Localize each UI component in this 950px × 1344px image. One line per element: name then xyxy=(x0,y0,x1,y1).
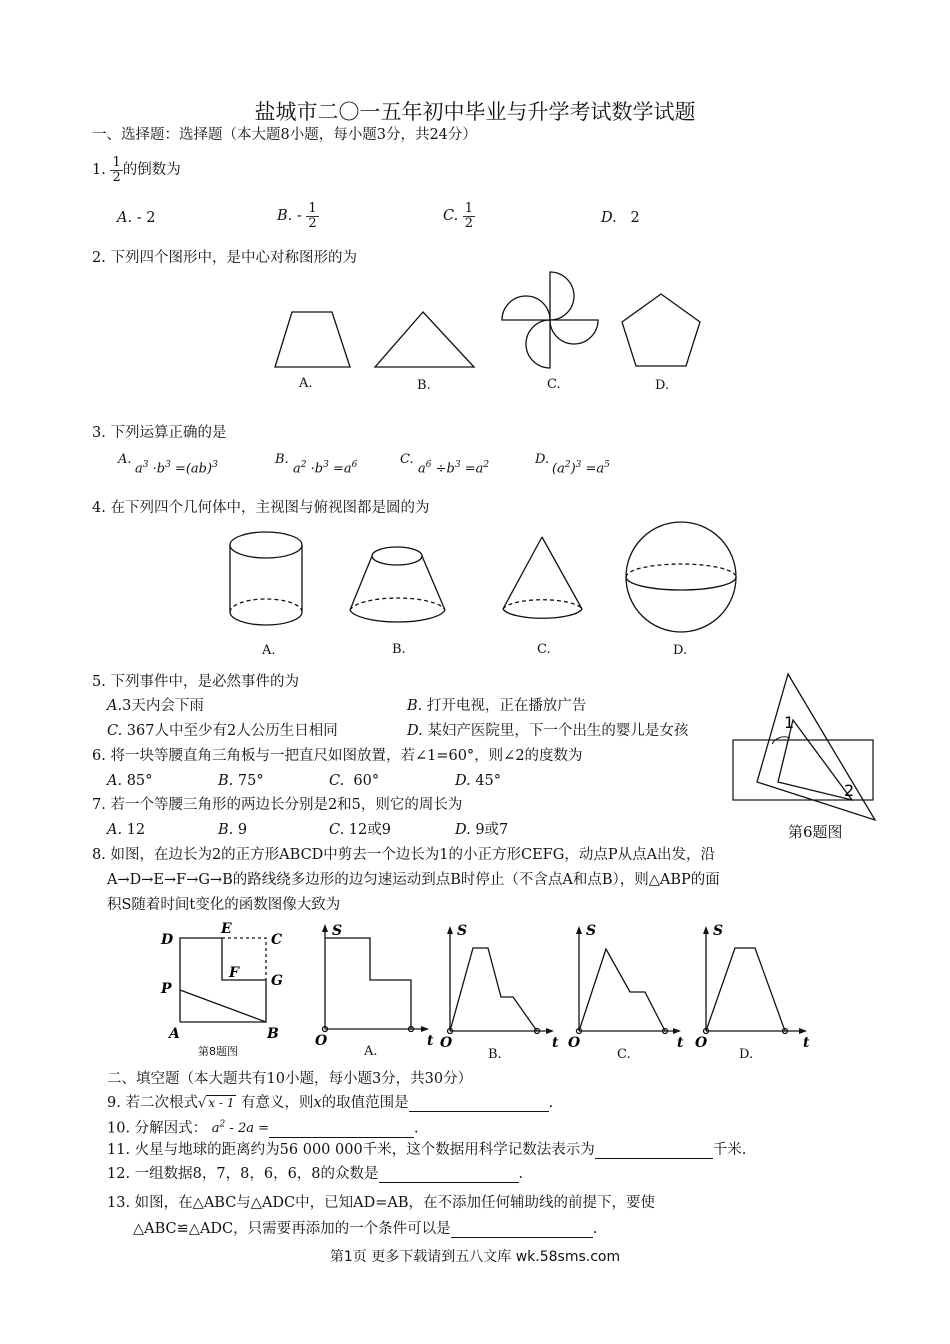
page-title: 盐城市二〇一五年初中毕业与升学考试数学试题 xyxy=(254,100,696,124)
q1-option-a: A. - 2 xyxy=(117,210,156,226)
question-4: 4. 在下列四个几何体中，主视图与俯视图都是圆的为 xyxy=(92,500,430,516)
cylinder-shape xyxy=(230,532,302,625)
q3-expr-c: $a^6 \div b^3 =a^2$ xyxy=(418,460,490,477)
point-g-label: G xyxy=(271,973,283,989)
sphere-shape xyxy=(626,522,736,632)
q2-label-d: D. xyxy=(655,378,670,393)
q1-option-d: D. 2 xyxy=(601,210,640,226)
point-p-label: P xyxy=(161,981,172,997)
q3-expr-d: $(a^2)^3 =a^5$ xyxy=(552,460,610,477)
graph-d-origin: O xyxy=(695,1035,708,1051)
graph-d-axis-s: S xyxy=(713,923,724,939)
question-3: 3. 下列运算正确的是 xyxy=(92,425,227,441)
point-a-label: A xyxy=(169,1026,180,1042)
question-5: 5. 下列事件中，是必然事件的为 xyxy=(92,674,299,690)
q4-label-c: C. xyxy=(537,642,551,657)
graph-a-origin: O xyxy=(315,1033,328,1049)
q6-option-c: C. 60° xyxy=(329,773,380,789)
graph-b-axis-s: S xyxy=(457,923,468,939)
graph-b-origin: O xyxy=(440,1035,453,1051)
q2-label-b: B. xyxy=(417,378,431,393)
graph-c-origin: O xyxy=(568,1035,581,1051)
question-13-line-1: 13. 如图，在△ABC与△ADC中，已知AD=AB，在不添加任何辅助线的前提下，要使 xyxy=(107,1195,656,1211)
q4-label-b: B. xyxy=(392,642,406,657)
question-9: 9. 若二次根式√ x - 1 有意义，则x的取值范围是 . xyxy=(107,1095,554,1111)
graph-b-axis-t: t xyxy=(552,1035,559,1051)
graph-c-axis-s: S xyxy=(586,923,597,939)
graph-d-axis-t: t xyxy=(803,1035,810,1051)
q2-figures xyxy=(255,270,695,380)
page-footer: 第1页 更多下载请到五八文库 wk.58sms.com xyxy=(329,1249,621,1265)
q4-solids xyxy=(225,522,745,662)
question-8-line-3: 积S随着时间t变化的函数图像大致为 xyxy=(107,897,341,913)
q3-expr-b: $a^2 \cdot b^3 =a^6$ xyxy=(293,460,358,477)
graph-b xyxy=(448,932,549,1034)
q2-label-a: A. xyxy=(299,376,313,391)
q7-option-a: A. 12 xyxy=(107,822,146,838)
graph-d xyxy=(704,932,802,1034)
point-f-label: F xyxy=(229,965,239,981)
q6-figure xyxy=(732,672,882,827)
q6-option-b: B. 75° xyxy=(218,773,264,789)
triangle-shape xyxy=(375,312,474,367)
q3-option-b: B. xyxy=(275,452,289,467)
q8-fig-caption: 第8题图 xyxy=(198,1045,238,1058)
q1-option-b: B. - $\frac{1}{2}$ xyxy=(277,201,317,231)
question-11: 11. 火星与地球的距离约为56 000 000千米，这个数据用科学记数法表示为 千米. xyxy=(107,1142,747,1158)
pinwheel-shape xyxy=(502,272,598,368)
q5-option-b: B. 打开电视，正在播放广告 xyxy=(407,698,587,714)
point-e-label: E xyxy=(221,921,232,937)
q6-option-d: D. 45° xyxy=(455,773,502,789)
q3-option-a: A. xyxy=(118,452,132,467)
point-c-label: C xyxy=(271,932,283,948)
question-12: 12. 一组数据8，7，8，6，6，8的众数是 . xyxy=(107,1166,524,1182)
angle-1-label: 1 xyxy=(784,713,795,732)
q8-figures xyxy=(155,920,815,1065)
point-b-label: B xyxy=(267,1026,279,1042)
fraction-one-half: $\frac{1}{2}$ xyxy=(112,155,121,185)
square-figure xyxy=(180,938,266,1022)
q8-label-b: B. xyxy=(488,1047,502,1062)
q5-option-d: D. 某妇产医院里，下一个出生的婴儿是女孩 xyxy=(407,723,689,739)
frustum-shape xyxy=(350,547,445,622)
question-10: 10. 分解因式： $a^2 - 2a$ = . xyxy=(107,1120,419,1137)
q3-option-c: C. xyxy=(400,452,414,467)
question-1: 1. $\frac{1}{2}$ 的倒数为 xyxy=(92,155,181,185)
graph-a xyxy=(323,930,424,1032)
graph-c-axis-t: t xyxy=(677,1035,684,1051)
question-7: 7. 若一个等腰三角形的两边长分别是2和5，则它的周长为 xyxy=(92,797,463,813)
point-d-label: D xyxy=(161,932,174,948)
question-8-line-1: 8. 如图，在边长为2的正方形ABCD中剪去一个边长为1的小正方形CEFG，动点P从点A出发，沿 xyxy=(92,847,716,863)
q1-option-c: C. $\frac{1}{2}$ xyxy=(443,201,474,231)
trapezoid-shape xyxy=(275,312,350,367)
graph-a-axis-t: t xyxy=(427,1033,434,1049)
graph-c xyxy=(577,932,676,1034)
triangle-inner xyxy=(778,720,855,800)
question-13-line-2: △ABC≌△ADC，只需要再添加的一个条件可以是 . xyxy=(133,1221,598,1237)
q5-option-a: A.3天内会下雨 xyxy=(107,698,204,714)
question-6: 6. 将一块等腰直角三角板与一把直尺如图放置，若∠1=60°，则∠2的度数为 xyxy=(92,748,583,764)
q8-label-c: C. xyxy=(617,1047,631,1062)
q4-label-a: A. xyxy=(262,643,276,658)
section-2-heading: 二、填空题（本大题共有10小题，每小题3分，共30分） xyxy=(107,1071,473,1087)
q3-expr-a: $a^3 \cdot b^3 =(ab)^3$ xyxy=(135,460,218,477)
q7-option-c: C. 12或9 xyxy=(329,822,391,838)
q5-option-c: C. 367人中至少有2人公历生日相同 xyxy=(107,723,338,739)
q7-option-b: B. 9 xyxy=(218,822,248,838)
section-1-heading: 一、选择题：选择题（本大题8小题，每小题3分，共24分） xyxy=(92,127,477,143)
question-2: 2. 下列四个图形中，是中心对称图形的为 xyxy=(92,250,357,266)
pentagon-shape xyxy=(622,294,700,366)
q3-option-d: D. xyxy=(535,452,550,467)
q8-label-a: A. xyxy=(364,1044,378,1059)
cone-shape xyxy=(503,537,582,618)
triangle-outer xyxy=(757,674,875,820)
question-8-line-2: A→D→E→F→G→B的路线绕多边形的边匀速运动到点B时停止（不含点A和点B），则△ABP的面 xyxy=(107,872,720,888)
q2-label-c: C. xyxy=(547,377,561,392)
angle-2-label: 2 xyxy=(844,781,855,800)
graph-a-axis-s: S xyxy=(332,923,343,939)
q8-label-d: D. xyxy=(739,1047,754,1062)
q4-label-d: D. xyxy=(673,643,688,658)
q6-option-a: A. 85° xyxy=(107,773,153,789)
q7-option-d: D. 9或7 xyxy=(455,822,509,838)
q6-fig-caption: 第6题图 xyxy=(788,823,843,841)
